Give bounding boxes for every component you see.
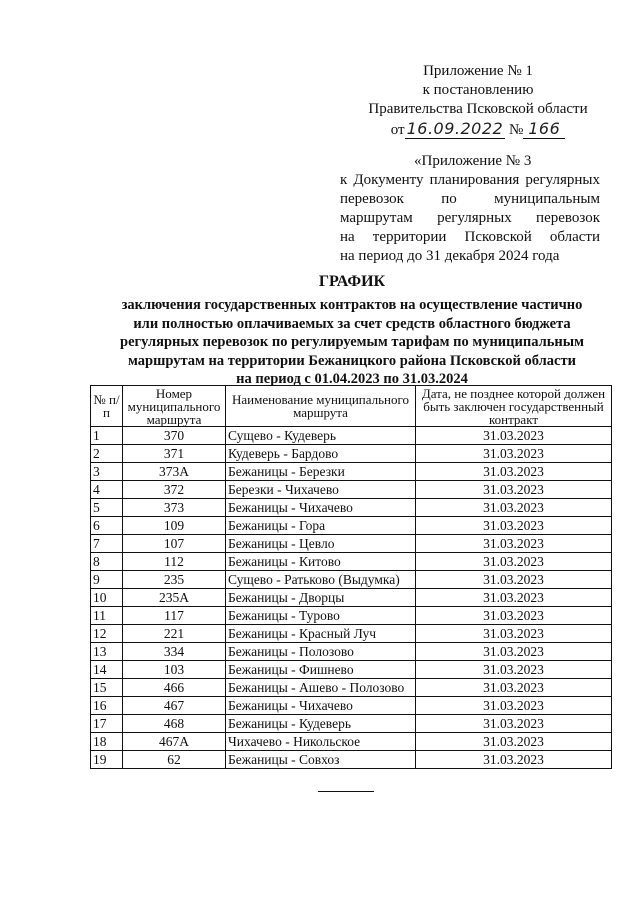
- attachment-3-line-4: маршрутам регулярных перевозок: [340, 210, 600, 226]
- header-route-number: Номер муниципального маршрута: [123, 386, 226, 427]
- attachment-3-line-5: на территории Псковской области: [340, 229, 600, 245]
- title-line-3: регулярных перевозок по регулируемым тарифам по муниципальным: [120, 334, 584, 350]
- row-route-number: 372: [123, 481, 226, 499]
- row-route-number: 103: [123, 661, 226, 679]
- table-row: [91, 481, 612, 499]
- row-number: 17: [91, 715, 123, 733]
- document-heading: ГРАФИК: [318, 273, 386, 290]
- row-number: 2: [91, 445, 123, 463]
- row-route-name: Бежаницы - Ашево - Полозово: [226, 679, 416, 697]
- row-contract-date: 31.03.2023: [416, 661, 612, 679]
- row-contract-date: 31.03.2023: [416, 607, 612, 625]
- row-route-name: Бежаницы - Турово: [226, 607, 416, 625]
- table-row: [91, 553, 612, 571]
- handwritten-date: 16.09.2022: [406, 119, 504, 138]
- row-contract-date: 31.03.2023: [416, 571, 612, 589]
- attachment-1-line-3: Правительства Псковской области: [368, 101, 588, 117]
- row-number: 19: [91, 751, 123, 769]
- table-row: [91, 517, 612, 535]
- attachment-3-line-1: «Приложение № 3: [414, 153, 532, 169]
- table-row: [91, 445, 612, 463]
- row-number: 18: [91, 733, 123, 751]
- row-route-number: 370: [123, 427, 226, 445]
- row-route-name: Бежаницы - Кудеверь: [226, 715, 416, 733]
- row-contract-date: 31.03.2023: [416, 427, 612, 445]
- row-number: 16: [91, 697, 123, 715]
- title-line-1: заключения государственных контрактов на осуществление частично: [121, 297, 583, 313]
- row-number: 9: [91, 571, 123, 589]
- table-row: [91, 679, 612, 697]
- row-number: 5: [91, 499, 123, 517]
- row-contract-date: 31.03.2023: [416, 697, 612, 715]
- row-contract-date: 31.03.2023: [416, 643, 612, 661]
- attachment-1-line-2: к постановлению: [422, 82, 534, 98]
- row-route-name: Бежаницы - Совхоз: [226, 751, 416, 769]
- row-route-name: Бежаницы - Березки: [226, 463, 416, 481]
- number-prefix: №: [508, 122, 524, 138]
- row-route-number: 107: [123, 535, 226, 553]
- table-row: [91, 463, 612, 481]
- row-number: 13: [91, 643, 123, 661]
- row-route-number: 371: [123, 445, 226, 463]
- title-line-2: или полностью оплачиваемых за счет средств областного бюджета: [133, 315, 571, 332]
- row-number: 7: [91, 535, 123, 553]
- row-route-name: Бежаницы - Красный Луч: [226, 625, 416, 643]
- row-contract-date: 31.03.2023: [416, 715, 612, 733]
- row-number: 11: [91, 607, 123, 625]
- table-row: [91, 571, 612, 589]
- row-route-name: Бежаницы - Чихачево: [226, 697, 416, 715]
- row-number: 6: [91, 517, 123, 535]
- title-line-4: маршрутам на территории Бежаницкого района Псковской области: [128, 352, 576, 369]
- row-number: 3: [91, 463, 123, 481]
- row-number: 8: [91, 553, 123, 571]
- row-number: 14: [91, 661, 123, 679]
- row-contract-date: 31.03.2023: [416, 589, 612, 607]
- header-route-name: Наименование муниципального маршрута: [226, 386, 416, 427]
- attachment-1-date-line: [360, 119, 596, 140]
- attachment-3-line-6: на период до 31 декабря 2024 года: [340, 248, 560, 264]
- row-route-number: 109: [123, 517, 226, 535]
- row-number: 4: [91, 481, 123, 499]
- row-route-number: 467А: [123, 733, 226, 751]
- row-route-name: Бежаницы - Дворцы: [226, 589, 416, 607]
- row-number: 1: [91, 427, 123, 445]
- attachment-1-line-1: Приложение № 1: [423, 63, 533, 79]
- attachment-3-line-3: перевозок по муниципальным: [340, 191, 600, 207]
- row-contract-date: 31.03.2023: [416, 481, 612, 499]
- table-row: [91, 499, 612, 517]
- row-contract-date: 31.03.2023: [416, 679, 612, 697]
- row-route-name: Кудеверь - Бардово: [226, 445, 416, 463]
- document-title-block: [92, 272, 612, 389]
- row-contract-date: 31.03.2023: [416, 499, 612, 517]
- row-route-name: Бежаницы - Фишнево: [226, 661, 416, 679]
- title-line-5: на период с 01.04.2023 по 31.03.2024: [236, 371, 468, 387]
- date-prefix: от: [390, 122, 405, 138]
- table-row: [91, 607, 612, 625]
- handwritten-number: 166: [523, 119, 565, 139]
- row-contract-date: 31.03.2023: [416, 535, 612, 553]
- row-route-number: 373: [123, 499, 226, 517]
- row-route-name: Бежаницы - Цевло: [226, 535, 416, 553]
- row-number: 12: [91, 625, 123, 643]
- schedule-table: [90, 385, 612, 769]
- attachment-3-line-2: к Документу планирования регулярных: [340, 172, 600, 188]
- row-route-number: 235: [123, 571, 226, 589]
- row-route-number: 117: [123, 607, 226, 625]
- row-route-number: 334: [123, 643, 226, 661]
- header-contract-date: Дата, не позднее которой должен быть заключен государственный контракт: [416, 386, 612, 427]
- attachment-1-block: [360, 62, 596, 140]
- row-route-number: 221: [123, 625, 226, 643]
- row-contract-date: 31.03.2023: [416, 463, 612, 481]
- closing-rule: [318, 791, 374, 792]
- row-route-number: 466: [123, 679, 226, 697]
- row-contract-date: 31.03.2023: [416, 517, 612, 535]
- table-row: [91, 643, 612, 661]
- row-contract-date: 31.03.2023: [416, 625, 612, 643]
- row-route-number: 235А: [123, 589, 226, 607]
- row-contract-date: 31.03.2023: [416, 733, 612, 751]
- row-contract-date: 31.03.2023: [416, 445, 612, 463]
- table-row: [91, 661, 612, 679]
- table-row: [91, 535, 612, 553]
- row-number: 10: [91, 589, 123, 607]
- attachment-3-block: [340, 152, 600, 266]
- row-route-number: 467: [123, 697, 226, 715]
- row-route-name: Сущево - Ратьково (Выдумка): [226, 571, 416, 589]
- row-route-name: Сущево - Кудеверь: [226, 427, 416, 445]
- table-row: [91, 427, 612, 445]
- row-contract-date: 31.03.2023: [416, 751, 612, 769]
- table-row: [91, 589, 612, 607]
- row-route-name: Бежаницы - Полозово: [226, 643, 416, 661]
- row-route-name: Чихачево - Никольское: [226, 733, 416, 751]
- row-number: 15: [91, 679, 123, 697]
- table-row: [91, 697, 612, 715]
- row-route-number: 112: [123, 553, 226, 571]
- row-route-number: 468: [123, 715, 226, 733]
- table-body: [91, 427, 612, 769]
- row-route-name: Березки - Чихачево: [226, 481, 416, 499]
- table-header-row: [91, 386, 612, 427]
- table-row: [91, 751, 612, 769]
- table-row: [91, 733, 612, 751]
- header-number: № п/п: [91, 386, 123, 427]
- row-contract-date: 31.03.2023: [416, 553, 612, 571]
- row-route-number: 373А: [123, 463, 226, 481]
- row-route-name: Бежаницы - Гора: [226, 517, 416, 535]
- row-route-number: 62: [123, 751, 226, 769]
- table-row: [91, 715, 612, 733]
- row-route-name: Бежаницы - Китово: [226, 553, 416, 571]
- row-route-name: Бежаницы - Чихачево: [226, 499, 416, 517]
- table-row: [91, 625, 612, 643]
